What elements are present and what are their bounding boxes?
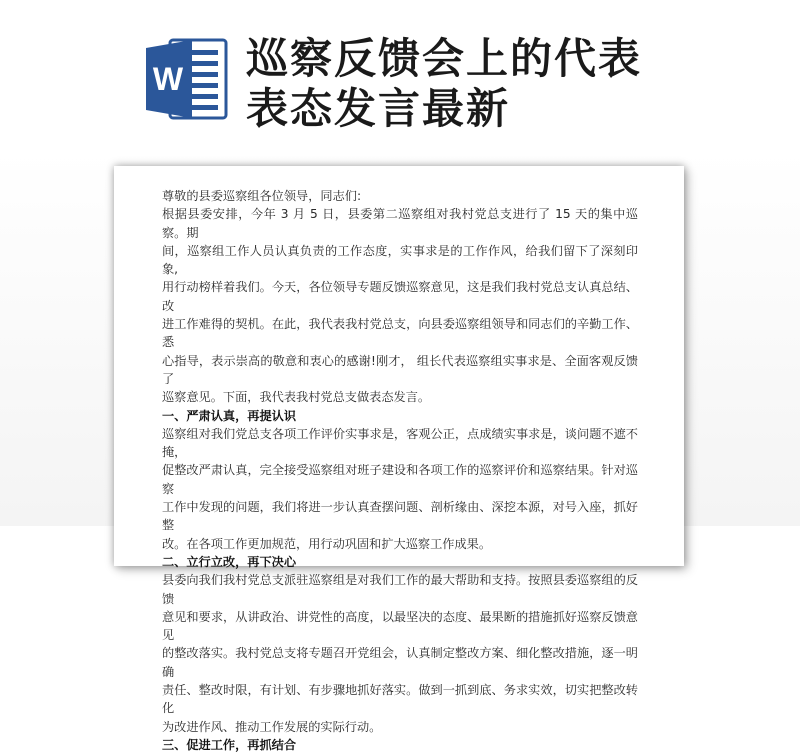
section-1-line: 巡察组对我们党总支各项工作评价实事求是，客观公正，点成绩实事求是，谈问题不遮不掩， — [162, 426, 638, 460]
section-1-line: 工作中发现的问题，我们将进一步认真查摆问题、剖析缘由、深挖本源，对号入座，抓好整 — [162, 500, 638, 533]
section-2-line: 县委向我们我村党总支派驻巡察组是对我们工作的最大帮助和支持。按照县委巡察组的反馈 — [162, 573, 638, 606]
intro-line: 用行动榜样着我们。今天，各位领导专题反馈巡察意见，这是我们我村党总支认真总结、改 — [162, 280, 638, 313]
section-2-line: 意见和要求，从讲政治、讲党性的高度，以最坚决的态度、最果断的措施抓好巡察反馈意见 — [162, 609, 638, 643]
section-2-line: 的整改落实。我村党总支将专题召开党组会，认真制定整改方案、细化整改措施，逐一明确 — [162, 646, 638, 679]
section-1-line: 改。在各项工作更加规范，用行动巩固和扩大巡察工作成果。 — [162, 536, 492, 551]
document-body — [162, 187, 638, 754]
word-document-icon — [146, 36, 228, 122]
section-2-line: 责任、整改时限，有计划、有步骤地抓好落实。做到一抓到底、务求实效，切实把整改转化 — [162, 683, 638, 716]
intro-line: 巡察意见。下面，我代表我村党总支做表态发言。 — [162, 390, 431, 405]
section-2-line: 为改进作风、推动工作发展的实际行动。 — [162, 719, 382, 734]
greeting: 尊敬的县委巡察组各位领导，同志们: — [162, 189, 362, 203]
intro-line: 间，巡察组工作人员认真负责的工作态度，实事求是的工作作风，给我们留下了深刻印象, — [162, 243, 638, 277]
header — [0, 0, 800, 150]
intro-line: 进工作难得的契机。在此，我代表我村党总支，向县委巡察组领导和同志们的辛勤工作、悉 — [162, 317, 638, 350]
section-heading-3: 三、促进工作，再抓结合 — [162, 737, 297, 752]
intro-line: 心指导，表示崇高的敬意和衷心的感谢!刚才， 组长代表巡察组实事求是、全面客观反馈了 — [162, 353, 638, 386]
section-1-line: 促整改严肃认真，完全接受巡察组对班子建设和各项工作的巡察评价和巡察结果。针对巡察 — [162, 463, 638, 496]
document-page — [114, 166, 684, 752]
title-line-1: 巡察反馈会上的代表 — [246, 34, 643, 83]
title-line-2: 表态发言最新 — [246, 84, 511, 133]
word-icon-letter: W — [152, 61, 184, 97]
section-heading-1: 一、严肃认真，再提认识 — [162, 408, 297, 423]
intro-line: 根据县委安排，今年 3 月 5 日，县委第二巡察组对我村党总支进行了 15 天的集中巡察。期 — [162, 207, 638, 240]
section-heading-2: 二、立行立改，再下决心 — [162, 554, 297, 569]
page-title — [246, 34, 642, 134]
